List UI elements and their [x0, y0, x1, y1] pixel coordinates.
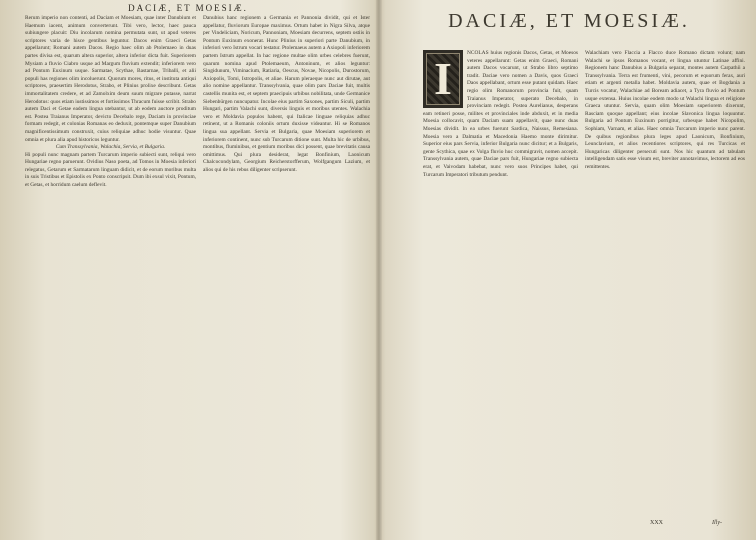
left-page [0, 0, 376, 540]
body-paragraph: Danubius hanc regionem a Germania et Pannonia dividit, qui et Ister appellatur, fluviorum Europae maximus. Ortum habet in Nigra Silva, atque per Vindeliciam, Noricum, Pannoniam, Moesiam decurrens, septem ostiis in Pontum Euxinum exonerat. Hunc Plinius in superiori parte Danubium, in inferiori vero Istrum vocari testatur. Ptolemaeus autem a Axiopoli inferiorem partem Istrum appellat. In hac regione multae olim urbes celebres fuerunt, quarum nomina apud Ptolemaeum, Antoninum, et alios leguntur: Singidunum, Viminacium, Ratiaria, Oescus, Novae, Nicopolis, Durostorum, Axiopolis, Tomi, Istropolis, et aliae. Harum pleraeque nunc aut dirutae, aut alio nomine appellantur. Transsylvania, quae olim pars Daciae fuit, multis castellis munita est, et septem praecipuis urbibus nobilitata, unde Germanice Siebenbürgen nuncupatur. Incolae eius partim Saxones, partim Siculi, partim Hungari, partim Valachi sunt, diversis linguis et moribus utentes. Walachia vero et Moldavia populos habent, qui Italicae linguae reliquias adhuc retinent, ut a Romanis coloniis ortum duxisse videantur. Hi se Romanos lingua sua appellant. Servia et Bulgaria, quae Moesiam superiorem et inferiorem continent, nunc sub Turcarum ditione sunt. Multa hic de urbibus, montibus, fluminibus, et gentium moribus dici possent, quae brevitatis causa omittimus. Qui plura desiderat, legat Bonfinium, Laonicum Chalcocondylam, Georgium Reicherstorfferum, Wolfgangum Lazium, et alios qui de his rebus diligenter scripserunt. [203, 15, 370, 173]
decorated-initial [423, 50, 463, 108]
right-page [382, 0, 756, 540]
section-subheading: Cum Transsylvania, Walachia, Servia, et Bulgaria. [55, 144, 166, 151]
body-paragraph: Hi populi nunc magnam partem Turcarum imperio subiecti sunt, reliqui vero Hungariae regno paruerunt. Ovidius Naso poeta, ad Tomos in Moesia inferiori relegatus, Getarum et Sarmatarum linguam didicit, et de eorum moribus multa in suis Tristibus et Epistolis ex Ponto conscripsit. Dum ibi exsul vixit, Pontum, et Getas, et horridum caelum deflevit. [25, 151, 196, 189]
left-text-column-1 [25, 15, 196, 519]
right-text-column-2 [585, 50, 745, 516]
page-title: DACIÆ, ET MOESIÆ. [448, 10, 690, 32]
signature-mark: XXX [650, 520, 663, 526]
body-paragraph: NCOLAS huius regionis Dacos, Getas, et Moesos veteres appellarunt: Getas enim Graeci, Romani autem Dacos vocarunt, ut Strabo libro septimo tradit. Daciae vero nomen a Davis, quos Graeci Daos appellabant, ortum esse putant quidam. Haec regio olim Romanorum provincia fuit, quam Traianus Imperator, superato Decebalo, in provinciam redegit. Postea Aurelianus, desperans eam retineri posse, milites et provinciales inde abduxit, et in media Moesia collocavit, quam Daciam suam appellavit, quae nunc duas Moesias dividit. In ea urbes fuerunt Sardica, Naissus, Remesiana. Moesia vero a Dalmatia et Macedonia Haemo monte dirimitur. Superior eius pars Servia, inferior Bulgaria nunc dicitur; et a Bulgaris, gente Scythica, quae ex Volga fluvio huc commigravit, nomen accepit. Transsylvania autem, quae Daciae pars fuit, Hungariae regno subiecta erat, et Vaivodam habebat, nunc vero suos Principes habet, qui Turcarum Imperatori tributum pendunt. [423, 50, 578, 178]
body-paragraph: Walachiam vero Flaccia a Flacco duce Romano dictam volunt; nam Walachi se ipsos Romanos vocant, et lingua utuntur Latinae affini. Regionem hanc Danubius a Bulgaria separat, montes autem Carpathii a Transsylvania. Terra est frumenti, vini, pecorum et equorum ferax, auri etiam et argenti metalla habet. Moldavia autem, quae et Bogdania a Turcis vocatur, Walachiae ad Boream adiacet, a Tyra fluvio ad Pontum usque extensa. Huius incolae eodem modo ut Walachi lingua et religione Graeca utuntur. Servia, quam olim Moesiam superiorem dixerunt, Rasciam quoque appellant; eius incolae Slavonica lingua loquuntur. Bulgaria ad Pontum Euxinum porrigitur, urbesque habet Nicopolim, Sophiam, Varnam, et alias. Haec omnia Turcarum imperio nunc parent. De quibus regionibus plura leges apud Laonicum, Bonfinium, Leunclavium, et alios recentiores scriptores, qui res Turcicas et Hungaricas diligenter persecuti sunt. Nos hic quantum ad tabulam intelligendam satis esse visum est, breviter annotavimus, lectorem ad eos remittentes. [585, 50, 745, 170]
running-head: DACIÆ, ET MOESIÆ. [128, 3, 248, 13]
right-text-column-1 [423, 50, 578, 516]
left-text-column-2 [203, 15, 370, 519]
body-paragraph: Rerum imperio non contenti, ad Daciam et Moesiam, quae inter Danubium et Haemum iacent, animum converterunt. Tibi vero, lector, haec pauca subiungere placuit: Diu incolarum nomina permutata sunt, ut apud veteres scriptores varia de hisce gentibus leguntur. Dacos enim Graeci Getas appellarunt; Romani autem Dacos. Regio haec olim ab Ptolemaeo in duas partes divisa est, quarum altera superior, altera inferior dicta fuit. Superiorem Mysiam a fluvio Ciabro usque ad Margum fluvium extendit; inferiorem vero ad Pontum Euxinum usque. Sarmatae, Scythae, Bastarnae, Triballi, et alii populi has regiones olim incoluerunt. Quorum mores, ritus, et instituta antiqui scriptores, praesertim Herodotus, Strabo, et Plinius prolixe describunt. Getas immortalitatem credere, et ad Zamolxim deum suum migrare putasse, narrat Herodotus: quos etiam iustissimos et fortissimos Thracum fuisse scribit. Strabo autem Daci et Getae eadem lingua utebantur, ut ab eodem auctore proditum est. Postea Traianus Imperator, devicto Decebalo rege, Daciam in provinciae formam redegit, et colonias Romanas eo deduxit, pontemque super Danubium magnificentissimum construxit, cuius reliquiae adhuc hodie visuntur. Quae omnia et plura alia apud historicos leguntur. [25, 15, 196, 143]
catchword: Illy- [712, 520, 722, 526]
initial-letter: I [434, 53, 452, 104]
